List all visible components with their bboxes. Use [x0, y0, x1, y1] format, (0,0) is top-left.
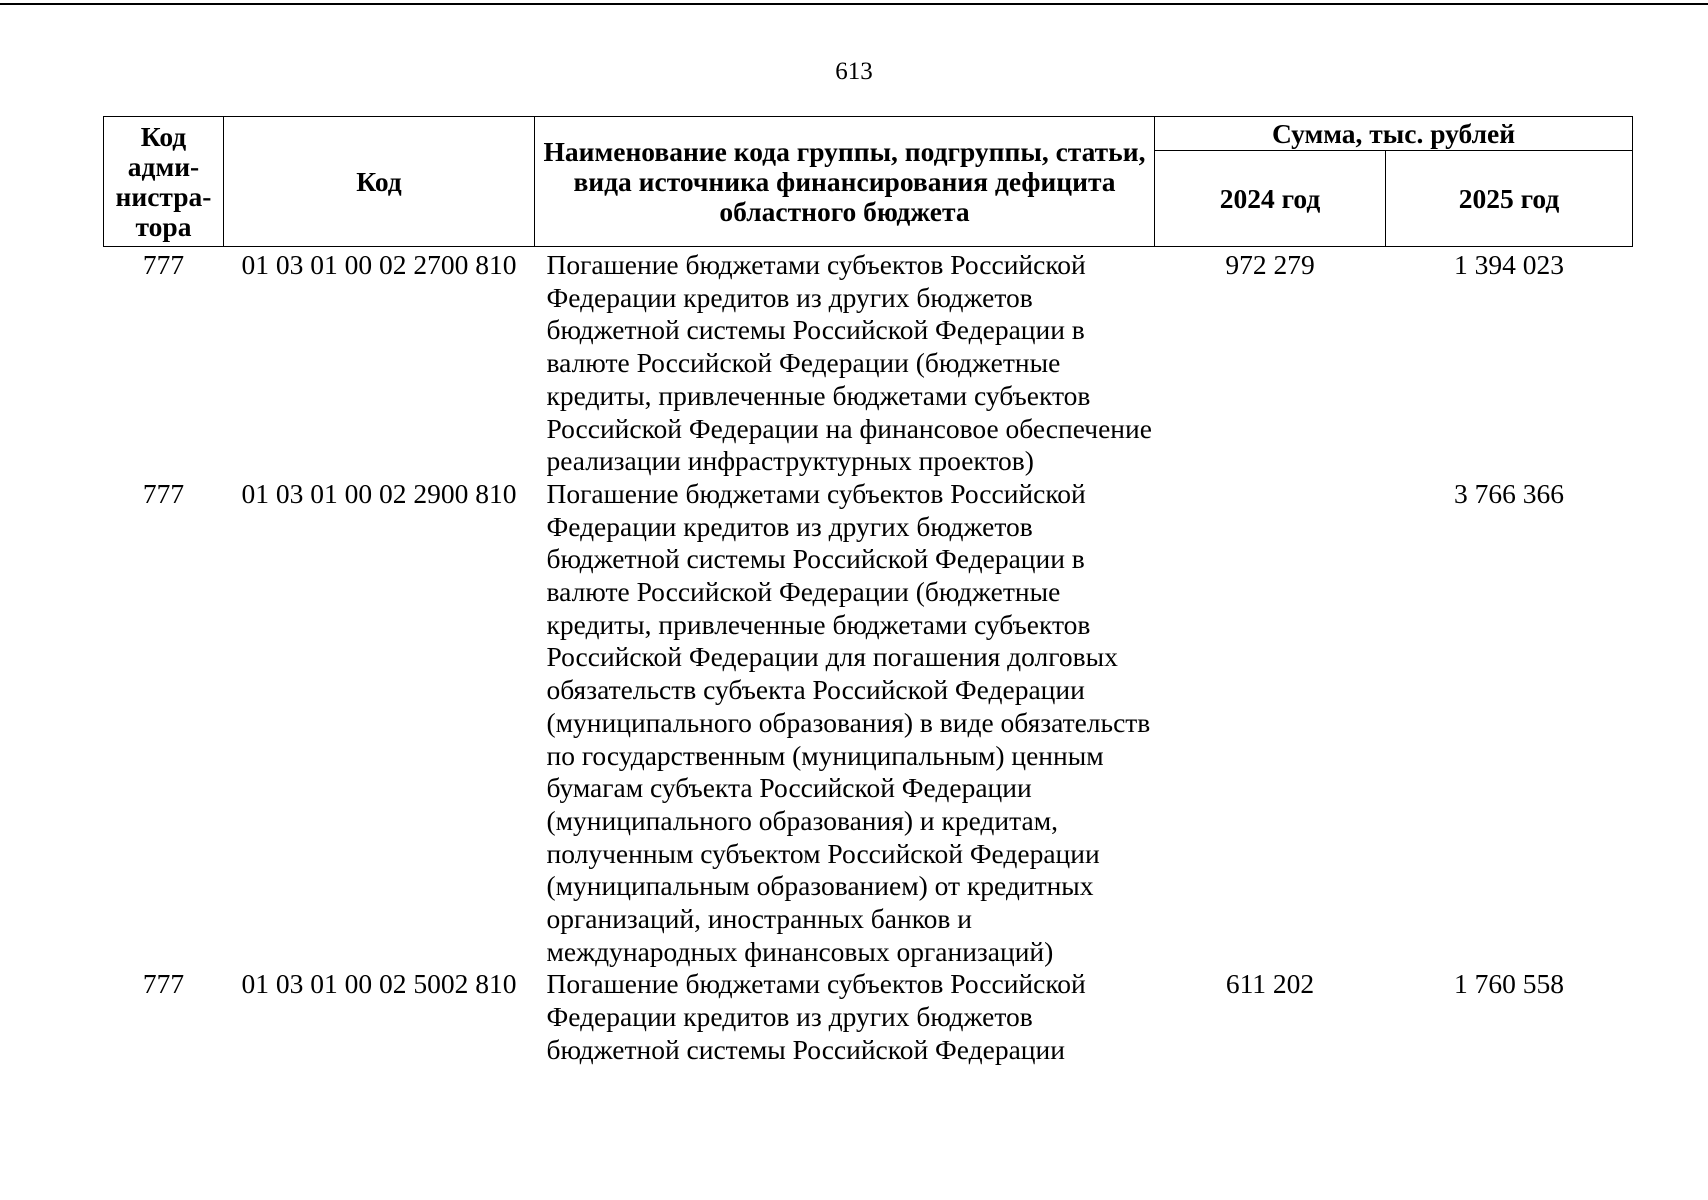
page-number: 613	[835, 58, 873, 85]
header-year-2024: 2024 год	[1155, 151, 1386, 247]
row-admin-code: 777	[142, 249, 185, 280]
table-row	[104, 968, 1633, 1066]
table-row	[104, 478, 1633, 969]
header-code: Код	[224, 117, 535, 247]
row-sum-2025: 1 760 558	[1454, 968, 1564, 1000]
row-code: 01 03 01 00 02 2900 810	[241, 477, 517, 509]
header-name: Наименование кода группы, подгруппы, статьи, вида источника финансирования дефицита областного бюджета	[535, 117, 1155, 247]
table-header-row	[104, 117, 1633, 151]
row-sum-2025: 3 766 366	[1454, 477, 1564, 509]
row-code: 01 03 01 00 02 5002 810	[241, 968, 517, 1000]
row-sum-2025: 1 394 023	[1454, 249, 1564, 280]
row-admin-code: 777	[142, 477, 185, 509]
row-code: 01 03 01 00 02 2700 810	[241, 249, 517, 280]
row-name: Погашение бюджетами субъектов Российской Федерации кредитов из других бюджетов бюджетной системы Российской Федерации в валюте Российской Федерации (бюджетные кредиты, привлеченные бюджетами субъектов Российской Федерации на финансовое обеспечение реализации инфраструктурных проектов)	[546, 249, 1152, 477]
top-rule	[0, 3, 1708, 5]
header-sum: Сумма, тыс. рублей	[1155, 117, 1633, 151]
header-admin-code: Код адми-нистра-тора	[104, 117, 224, 247]
row-sum-2024: 972 279	[1225, 249, 1315, 280]
budget-sources-table	[103, 116, 1633, 1067]
row-admin-code: 777	[142, 968, 185, 1000]
row-sum-2024	[1155, 478, 1386, 969]
table-row	[104, 247, 1633, 478]
row-name: Погашение бюджетами субъектов Российской Федерации кредитов из других бюджетов бюджетной системы Российской Федерации в валюте Российской Федерации (бюджетные кредиты, привлеченные бюджетами субъектов Российской Федерации для погашения долговых обязательств субъекта Российской Федерации (муниципального образования) в виде обязательств по государственным (муниципальным) ценным бумагам субъекта Российской Федерации (муниципального образования) и кредитам, полученным субъектом Российской Федерации (муниципальным образованием) от кредитных организаций, иностранных банков и международных финансовых организаций)	[546, 477, 1151, 967]
header-year-2025: 2025 год	[1386, 151, 1633, 247]
row-name: Погашение бюджетами субъектов Российской Федерации кредитов из других бюджетов бюджетной системы Российской Федерации	[546, 968, 1086, 1065]
row-sum-2024: 611 202	[1225, 968, 1315, 1000]
